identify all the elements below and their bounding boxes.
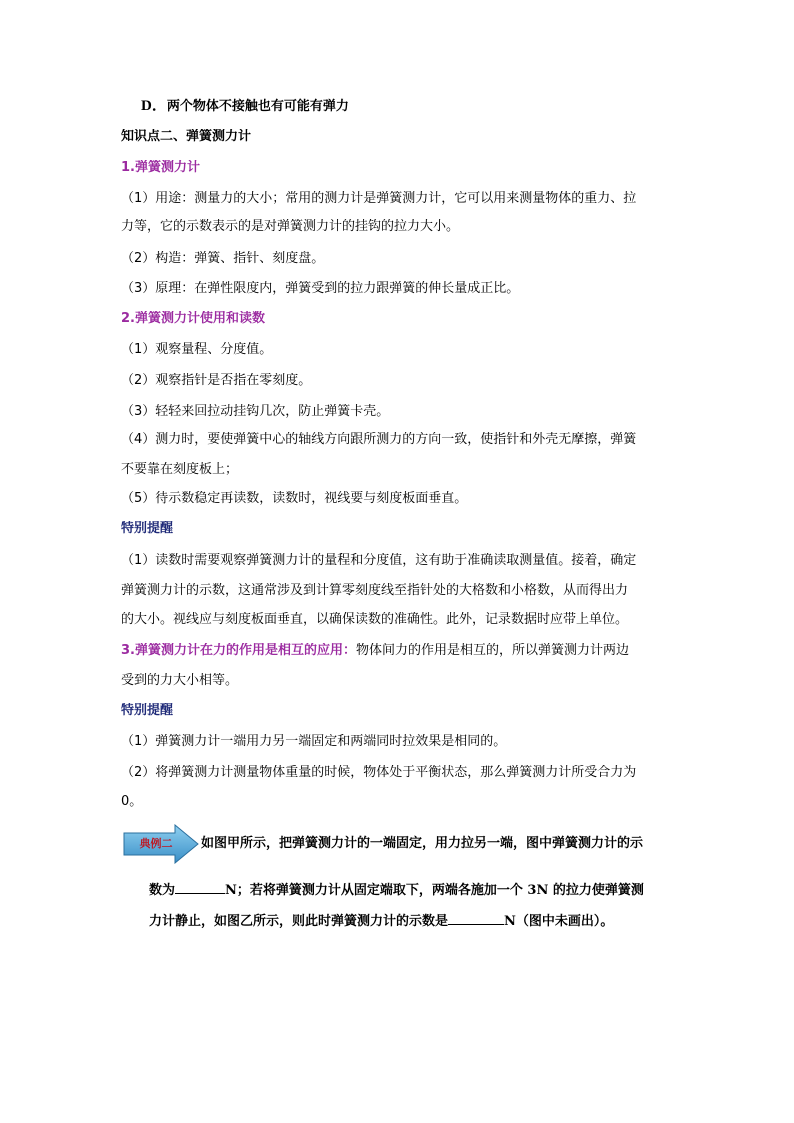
tip1-line1: （1）读数时需要观察弹簧测力计的量程和分度值，这有助于准确读取测量值。接着，确定	[121, 553, 637, 568]
option-d-text: 两个物体不接触也有可能有弹力	[166, 99, 349, 114]
example-line3-b: N（图中未画出）。	[504, 914, 614, 929]
answer-blank-1[interactable]	[175, 881, 225, 894]
tip2-line3: 0。	[121, 794, 143, 809]
paragraph-usage-line1: （1）用途：测量力的大小；常用的测力计是弹簧测力计，它可以用来测量物体的重力、拉	[121, 191, 637, 206]
option-d-letter: D．	[141, 98, 167, 114]
example-line1: 如图甲所示，把弹簧测力计的一端固定，用力拉另一端，图中弹簧测力计的示	[201, 836, 644, 851]
example-line3	[149, 912, 613, 930]
mutual-force-line2: 受到的力大小相等。	[121, 673, 239, 688]
example-line2	[149, 881, 644, 899]
paragraph-structure: （2）构造：弹簧、指针、刻度盘。	[121, 251, 325, 266]
tip2-line2: （2）将弹簧测力计测量物体重量的时候，物体处于平衡状态，那么弹簧测力计所受合力为	[121, 765, 637, 780]
answer-blank-2[interactable]	[448, 912, 504, 925]
usage-step-2: （2）观察指针是否指在零刻度。	[121, 373, 312, 388]
heading-usage-reading: 2.弹簧测力计使用和读数	[121, 311, 265, 326]
heading-mutual-force-title: 3.弹簧测力计在力的作用是相互的应用：	[121, 643, 356, 658]
heading-mutual-force	[121, 643, 677, 659]
example-line2-b: N；若将弹簧测力计从固定端取下，两端各施加一个 3N 的拉力使弹簧测	[225, 883, 644, 898]
tip-title-1: 特别提醒	[121, 521, 174, 536]
tip1-line2: 弹簧测力计的示数，这通常涉及到计算零刻度线至指针处的大格数和小格数，从而得出力	[121, 583, 629, 598]
paragraph-principle: （3）原理：在弹性限度内，弹簧受到的拉力跟弹簧的伸长量成正比。	[121, 281, 520, 296]
usage-step-4-line2: 不要靠在刻度板上；	[121, 462, 239, 477]
tip1-line3: 的大小。视线应与刻度板面垂直，以确保读数的准确性。此外，记录数据时应带上单位。	[121, 612, 629, 627]
heading-spring-scale: 1.弹簧测力计	[121, 160, 200, 175]
option-d	[141, 98, 697, 115]
section-title: 知识点二、弹簧测力计	[121, 129, 252, 144]
usage-step-5: （5）待示数稳定再读数，读数时，视线要与刻度板面垂直。	[121, 491, 468, 506]
tip-title-2: 特别提醒	[121, 703, 174, 718]
example-badge	[123, 824, 199, 864]
paragraph-usage-line2: 力等，它的示数表示的是对弹簧测力计的挂钩的拉力大小。	[121, 219, 460, 234]
example-line2-a: 数为	[149, 883, 176, 898]
heading-mutual-force-text: 物体间力的作用是相互的，所以弹簧测力计两边	[355, 643, 629, 658]
usage-step-3: （3）轻轻来回拉动挂钩几次，防止弹簧卡壳。	[121, 404, 390, 419]
example-line3-a: 力计静止，如图乙所示，则此时弹簧测力计的示数是	[149, 914, 449, 929]
example-label: 典例二	[139, 837, 173, 850]
usage-step-1: （1）观察量程、分度值。	[121, 342, 273, 357]
usage-step-4-line1: （4）测力时，要使弹簧中心的轴线方向跟所测力的方向一致，使指针和外壳无摩擦，弹簧	[121, 432, 637, 447]
tip2-line1: （1）弹簧测力计一端用力另一端固定和两端同时拉效果是相同的。	[121, 734, 507, 749]
